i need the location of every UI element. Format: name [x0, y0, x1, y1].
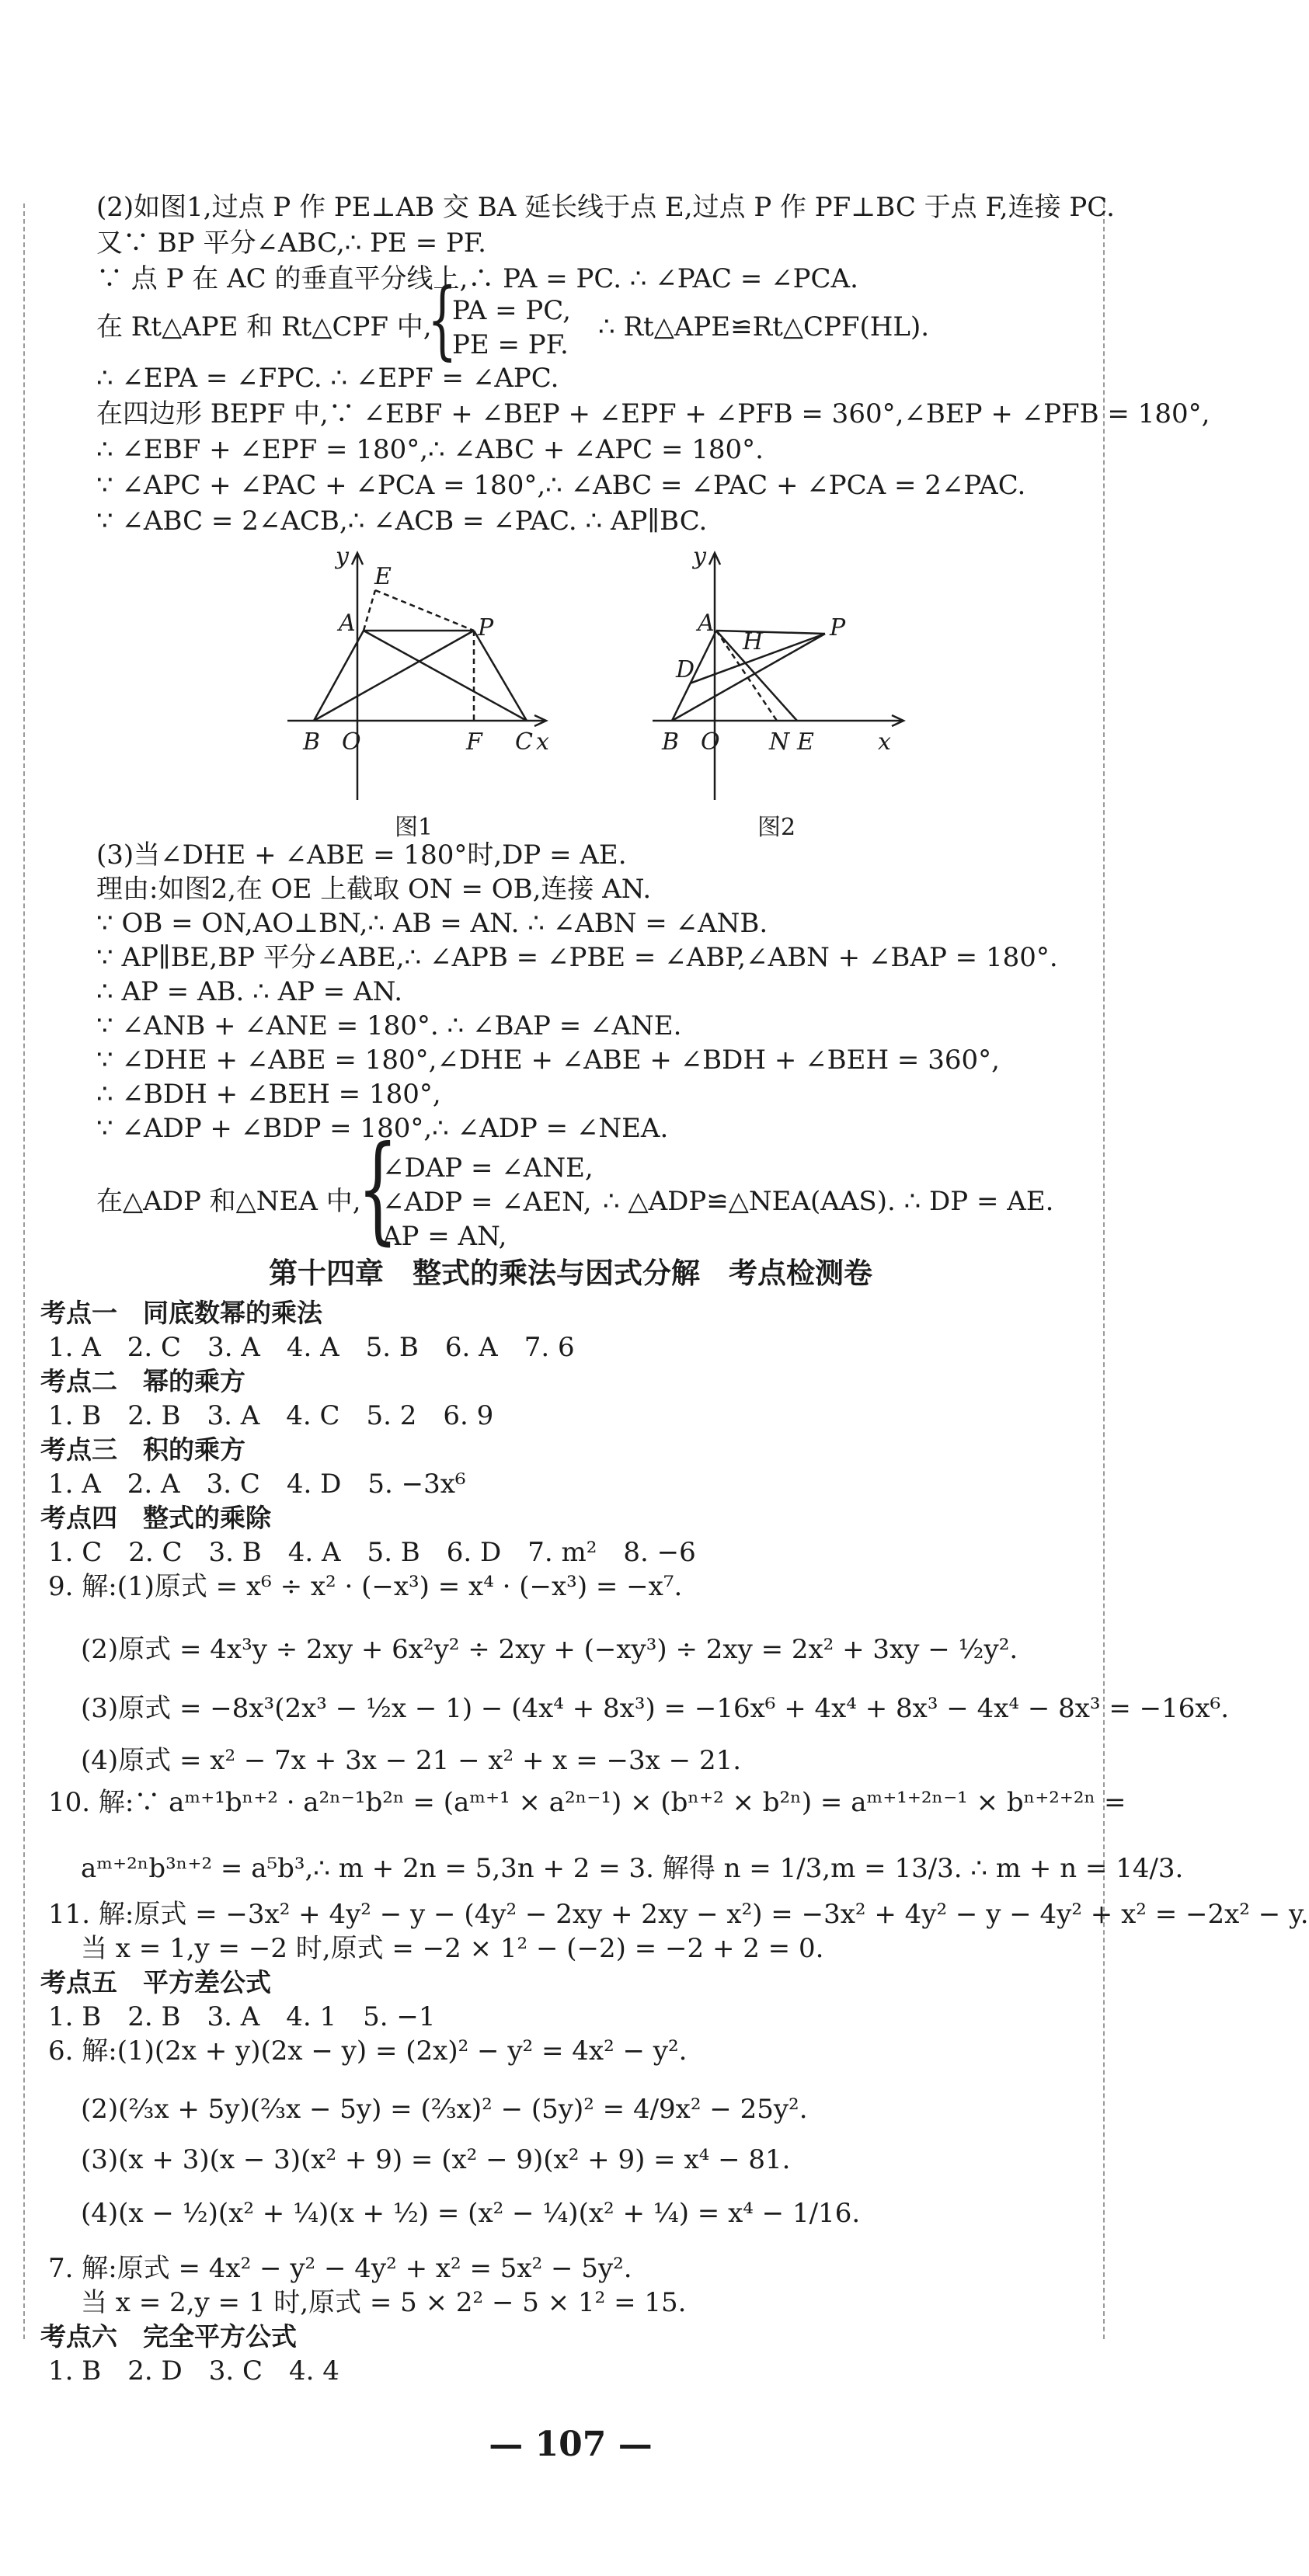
section-heading: 考点三 积的乘方 [40, 1434, 245, 1465]
text-line: ∴ ∠EBF + ∠EPF = 180°,∴ ∠ABC + ∠APC = 180°. [96, 434, 764, 465]
solution-line: (3)原式 = −8x³(2x³ − ½x − 1) − (4x⁴ + 8x³) = −16x⁶ + 4x⁴ + 8x³ − 4x⁴ − 8x³ = −16x⁶. [81, 1693, 1230, 1724]
text-line: ∵ ∠DHE + ∠ABE = 180°,∠DHE + ∠ABE + ∠BDH + ∠BEH = 360°, [96, 1045, 1000, 1076]
text-line: ∵ ∠APC + ∠PAC + ∠PCA = 180°,∴ ∠ABC = ∠PAC + ∠PCA = 2∠PAC. [96, 470, 1026, 501]
text-line: 在四边形 BEPF 中,∵ ∠EBF + ∠BEP + ∠EPF + ∠PFB = 360°,∠BEP + ∠PFB = 180°, [96, 398, 1210, 429]
section-heading: 考点六 完全平方公式 [40, 2321, 297, 2352]
text-line: ∵ AP∥BE,BP 平分∠ABE,∴ ∠APB = ∠PBE = ∠ABP,∠ABN + ∠BAP = 180°. [96, 942, 1058, 973]
solution-line: 7. 解:原式 = 4x² − y² − 4y² + x² = 5x² − 5y². [48, 2253, 632, 2284]
solution-line: 11. 解:原式 = −3x² + 4y² − y − (4y² − 2xy + 2xy − x²) = −3x² + 4y² − y − 4y² + x² = −2x² − y. [48, 1899, 1309, 1930]
text-line: 理由:如图2,在 OE 上截取 ON = OB,连接 AN. [96, 874, 652, 905]
solution-line: 6. 解:(1)(2x + y)(2x − y) = (2x)² − y² = 4x² − y². [48, 2035, 688, 2067]
fig2-label-N: N [769, 728, 790, 756]
figure-2-caption: 图2 [757, 814, 796, 841]
answer-line: 1. B 2. D 3. C 4. 4 [48, 2355, 339, 2387]
fig1-label-E: E [374, 563, 392, 590]
text-line: ∵ ∠ANB + ∠ANE = 180°. ∴ ∠BAP = ∠ANE. [96, 1010, 682, 1041]
fig1-label-F: F [466, 728, 482, 756]
fig2-label-y: y [693, 543, 706, 570]
section-heading: 考点二 幂的乘方 [40, 1366, 245, 1396]
solution-line: (2)(⅔x + 5y)(⅔x − 5y) = (⅔x)² − (5y)² = 4/9x² − 25y². [81, 2094, 808, 2125]
page-number: — 107 — [489, 2425, 653, 2464]
fig1-label-O: O [342, 728, 361, 756]
solution-line: 9. 解:(1)原式 = x⁶ ÷ x² · (−x³) = x⁴ · (−x³) = −x⁷. [48, 1571, 683, 1602]
answer-line: 1. A 2. A 3. C 4. D 5. −3x⁶ [48, 1469, 466, 1500]
fig1-label-B: B [303, 728, 321, 756]
tri-condition-1: ∠DAP = ∠ANE, [382, 1152, 594, 1184]
solution-line: (4)原式 = x² − 7x + 3x − 21 − x² + x = −3x − 21. [81, 1745, 742, 1776]
solution-line: 当 x = 2,y = 1 时,原式 = 5 × 2² − 5 × 1² = 15. [81, 2287, 687, 2318]
tri-condition-2: ∠ADP = ∠AEN, [382, 1187, 592, 1218]
fig2-label-B: B [662, 728, 680, 756]
section-heading: 考点一 同底数幂的乘法 [40, 1298, 322, 1328]
fig1-label-x: x [536, 728, 549, 756]
fig2-label-x: x [878, 728, 891, 756]
solution-line: 10. 解:∵ aᵐ⁺¹bⁿ⁺² · a²ⁿ⁻¹b²ⁿ = (aᵐ⁺¹ × a²ⁿ⁻¹) × (bⁿ⁺² × b²ⁿ) = aᵐ⁺¹⁺²ⁿ⁻¹ × bⁿ⁺²⁺²ⁿ = [48, 1787, 1126, 1818]
text-line: ∵ ∠ADP + ∠BDP = 180°,∴ ∠ADP = ∠NEA. [96, 1113, 669, 1144]
solution-line: (2)原式 = 4x³y ÷ 2xy + 6x²y² ÷ 2xy + (−xy³) ÷ 2xy = 2x² + 3xy − ½y². [81, 1634, 1018, 1665]
text-line: ∴ ∠EPA = ∠FPC. ∴ ∠EPF = ∠APC. [96, 363, 559, 394]
text-line: ∴ ∠BDH + ∠BEH = 180°, [96, 1079, 441, 1110]
solution-line: 当 x = 1,y = −2 时,原式 = −2 × 1² − (−2) = −2 + 2 = 0. [81, 1933, 824, 1964]
tri-condition-3: AP = AN, [382, 1221, 507, 1252]
rt-condition-1: PA = PC, [452, 295, 571, 326]
answer-line: 1. B 2. B 3. A 4. 1 5. −1 [48, 2001, 436, 2032]
text-line: ∵ ∠ABC = 2∠ACB,∴ ∠ACB = ∠PAC. ∴ AP∥BC. [96, 506, 708, 537]
text-line: ∵ OB = ON,AO⊥BN,∴ AB = AN. ∴ ∠ABN = ∠ANB. [96, 908, 768, 939]
tri-prefix: 在△ADP 和△NEA 中, [96, 1186, 361, 1217]
section-heading: 考点五 平方差公式 [40, 1967, 271, 1997]
fig2-label-A: A [698, 610, 715, 637]
fig1-label-C: C [515, 728, 533, 756]
section-heading: 考点四 整式的乘除 [40, 1503, 271, 1533]
chapter-title: 第十四章 整式的乘法与因式分解 考点检测卷 [269, 1257, 872, 1290]
text-line: 又∵ BP 平分∠ABC,∴ PE = PF. [96, 228, 486, 259]
fig1-label-P: P [478, 614, 494, 641]
solution-line: (4)(x − ½)(x² + ¼)(x + ½) = (x² − ¼)(x² + ¼) = x⁴ − 1/16. [81, 2198, 861, 2229]
fig1-label-y: y [336, 543, 349, 570]
brace-left: { [357, 1121, 399, 1257]
figure-1-caption: 图1 [395, 814, 433, 841]
solution-line: (3)(x + 3)(x − 3)(x² + 9) = (x² − 9)(x² + 9) = x⁴ − 81. [81, 2144, 791, 2175]
fig2-label-P: P [830, 614, 846, 641]
rt-condition-2: PE = PF. [452, 329, 569, 360]
figure-1 [280, 544, 559, 808]
solution-line: aᵐ⁺²ⁿb³ⁿ⁺² = a⁵b³,∴ m + 2n = 5,3n + 2 = 3. 解得 n = 1/3,m = 13/3. ∴ m + n = 14/3. [81, 1853, 1184, 1884]
answer-line: 1. C 2. C 3. B 4. A 5. B 6. D 7. m² 8. −6 [48, 1537, 696, 1568]
tri-suffix: ∴ △ADP≌△NEA(AAS). ∴ DP = AE. [603, 1186, 1054, 1217]
answer-line: 1. A 2. C 3. A 4. A 5. B 6. A 7. 6 [48, 1332, 575, 1363]
text-line: (3)当∠DHE + ∠ABE = 180°时,DP = AE. [96, 840, 627, 871]
fig1-label-A: A [339, 610, 356, 637]
text-line: (2)如图1,过点 P 作 PE⊥AB 交 BA 延长线于点 E,过点 P 作 PF⊥BC 于点 F,连接 PC. [96, 192, 1115, 223]
fig2-label-H: H [743, 628, 764, 655]
brace-left: { [427, 269, 458, 369]
rt-suffix: ∴ Rt△APE≌Rt△CPF(HL). [598, 311, 930, 342]
answer-line: 1. B 2. B 3. A 4. C 5. 2 6. 9 [48, 1400, 494, 1431]
fig2-label-O: O [701, 728, 720, 756]
fig2-label-D: D [676, 656, 695, 683]
figure-2 [645, 544, 909, 808]
text-line: ∴ AP = AB. ∴ AP = AN. [96, 976, 403, 1007]
fig2-label-E: E [797, 728, 814, 756]
text-line: ∵ 点 P 在 AC 的垂直平分线上,∴ PA = PC. ∴ ∠PAC = ∠PCA. [96, 263, 858, 294]
rt-prefix: 在 Rt△APE 和 Rt△CPF 中, [96, 311, 432, 342]
